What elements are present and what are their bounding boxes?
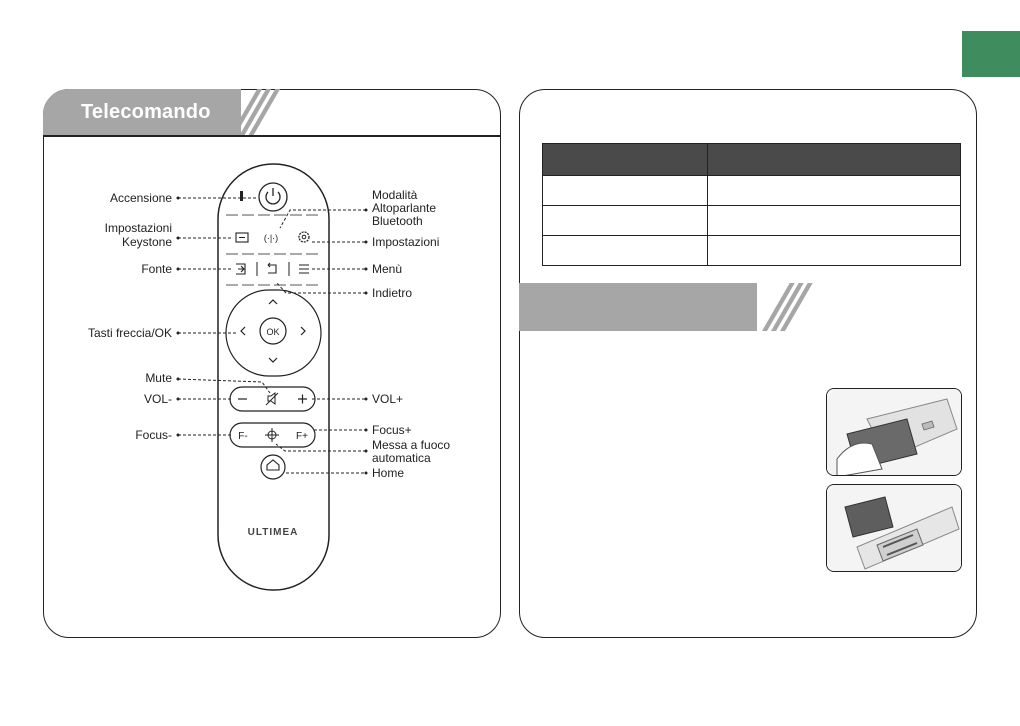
battery-section-header xyxy=(519,283,789,331)
broadcast-icon: (·|·) xyxy=(263,233,279,243)
table-header-cell xyxy=(543,144,708,176)
table-row xyxy=(543,206,961,236)
table-cell xyxy=(708,236,961,266)
label-settings: Impostazioni xyxy=(372,235,440,249)
label-autofocus: Messa a fuoco xyxy=(372,438,451,452)
ok-button[interactable] xyxy=(260,318,286,344)
label-source: Fonte xyxy=(141,262,172,276)
bluetooth-speaker-button[interactable] xyxy=(264,233,278,243)
brand-logo: ULTIMEA xyxy=(247,527,299,538)
label-bluetooth-mode: Modalità xyxy=(372,188,418,202)
power-button[interactable] xyxy=(259,183,287,211)
battery-header-bar xyxy=(519,283,757,331)
table-cell xyxy=(543,176,708,206)
battery-compartment-photo xyxy=(826,484,962,572)
label-autofocus: automatica xyxy=(372,451,431,465)
label-power: Accensione xyxy=(109,191,172,205)
label-keystone: Impostazioni xyxy=(104,221,172,235)
table-row xyxy=(543,236,961,266)
label-bluetooth-mode: Bluetooth xyxy=(372,214,423,228)
label-bluetooth-mode: Altoparlante xyxy=(372,201,437,215)
ok-label: OK xyxy=(266,327,280,337)
open-cover-illustration xyxy=(827,389,962,476)
home-button[interactable] xyxy=(261,455,285,479)
focus-plus-button[interactable]: F+ xyxy=(296,431,308,442)
spec-table xyxy=(542,143,961,266)
label-home: Home xyxy=(372,466,405,480)
table-header-row xyxy=(543,144,961,176)
table-cell xyxy=(708,206,961,236)
table-cell xyxy=(543,236,708,266)
section-title: Telecomando xyxy=(81,101,211,123)
label-vol-plus: VOL+ xyxy=(372,392,404,406)
table-cell xyxy=(708,176,961,206)
label-focus-minus: Focus- xyxy=(135,428,172,442)
label-back: Indietro xyxy=(372,286,413,300)
table-cell xyxy=(543,206,708,236)
battery-compartment-illustration xyxy=(827,485,962,572)
table-header-cell xyxy=(708,144,961,176)
label-mute: Mute xyxy=(145,371,172,385)
focus-minus-button[interactable]: F- xyxy=(238,431,248,442)
label-menu: Menù xyxy=(372,262,403,276)
battery-cover-photo xyxy=(826,388,962,476)
label-keystone: Keystone xyxy=(121,235,172,249)
label-focus-plus: Focus+ xyxy=(372,423,412,437)
label-arrows-ok: Tasti freccia/OK xyxy=(87,326,172,340)
label-vol-minus: VOL- xyxy=(143,392,172,406)
table-row xyxy=(543,176,961,206)
led-indicator xyxy=(240,191,243,201)
